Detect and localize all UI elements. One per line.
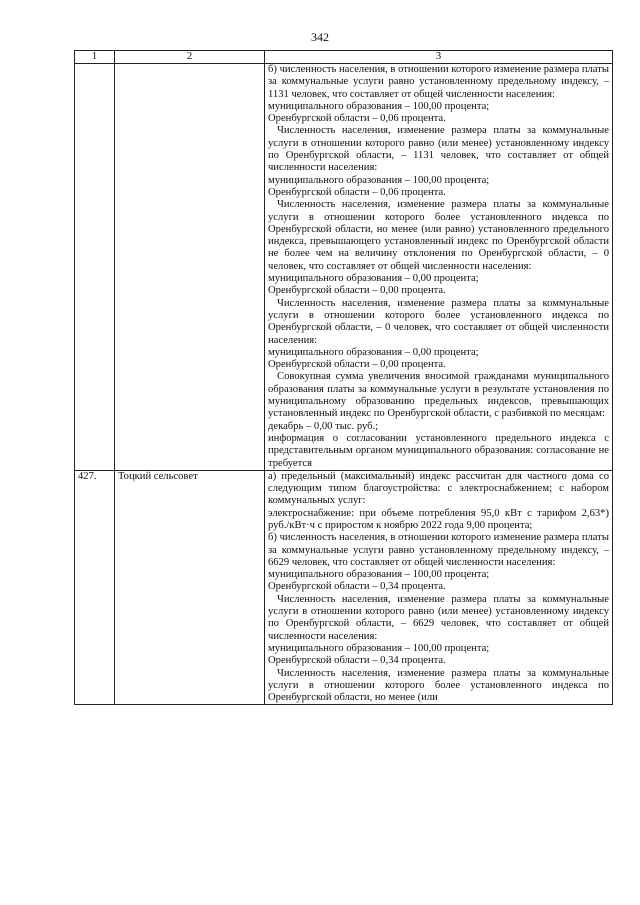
paragraph: Совокупная сумма увеличения вносимой гражданами муниципального образования платы за коммунальные услуги в результате установления по муниципальному образованию предельных индексов, превышающих установленный индекс по Оренбургской области, с разбивкой по месяцам: bbox=[268, 371, 609, 420]
paragraph: Оренбургской области – 0,00 процента. bbox=[268, 285, 446, 297]
paragraph: Численность населения, изменение размера платы за коммунальные услуги в отношении которого равно (или менее) установленному индексу по Оренбургской области, – 6629 человек, что составляет от общей численности населения: bbox=[268, 593, 609, 642]
paragraph: муниципального образования – 0,00 процента; bbox=[268, 273, 479, 285]
paragraph: б) численность населения, в отношении которого изменение размера платы за коммунальные услуги равно установленному предельному индексу, – 1131 человек, что составляет от общей численности населения: bbox=[268, 64, 609, 100]
paragraph: Численность населения, изменение размера платы за коммунальные услуги в отношении которого более установленного индекса по Оренбургской области, но менее (или bbox=[268, 667, 609, 704]
paragraph: муниципального образования – 100,00 процента; bbox=[268, 569, 490, 581]
paragraph: Численность населения, изменение размера платы за коммунальные услуги в отношении которого равно (или менее) установленному индексу по Оренбургской области, – 1131 человек, что составляет от общей численности населения: bbox=[268, 125, 609, 174]
row-number: 427. bbox=[75, 470, 115, 705]
municipality-name bbox=[115, 64, 265, 471]
municipality-name: Тоцкий сельсовет bbox=[115, 470, 265, 705]
table-row-427 bbox=[75, 470, 613, 705]
paragraph: муниципального образования – 0,00 процента; bbox=[268, 346, 479, 358]
row-description bbox=[265, 470, 613, 705]
paragraph: Численность населения, изменение размера платы за коммунальные услуги в отношении которого более установленного индекса по Оренбургской области, – 0 человек, что составляет от общей численности населения: bbox=[268, 297, 609, 346]
column-header-2: 2 bbox=[115, 51, 265, 64]
row-description bbox=[265, 64, 613, 471]
column-header-1: 1 bbox=[75, 51, 115, 64]
row-number bbox=[75, 64, 115, 471]
paragraph: электроснабжение: при объеме потребления 95,0 кВт с тарифом 2,63*) руб./кВт·ч с приростом к ноябрю 2022 года 9,00 процента; bbox=[268, 507, 609, 531]
paragraph: информация о согласовании установленного предельного индекса с представительным органом муниципального образования: согласование не требуется bbox=[268, 432, 609, 469]
page-number: 342 bbox=[311, 30, 329, 44]
paragraph: муниципального образования – 100,00 процента; bbox=[268, 100, 490, 112]
paragraph: Оренбургской области – 0,06 процента. bbox=[268, 113, 446, 125]
paragraph: а) предельный (максимальный) индекс рассчитан для частного дома со следующим типом благоустройства: с электроснабжением; с набором коммунальных услуг: bbox=[268, 470, 609, 507]
table-row-continued bbox=[75, 64, 613, 471]
paragraph: б) численность населения, в отношении которого изменение размера платы за коммунальные услуги равно установленному предельному индексу, – 6629 человек, что составляет от общей численности населения: bbox=[268, 532, 609, 568]
paragraph: муниципального образования – 100,00 процента; bbox=[268, 642, 490, 654]
paragraph: декабрь – 0,00 тыс. руб.; bbox=[268, 420, 379, 432]
paragraph: Оренбургской области – 0,34 процента. bbox=[268, 655, 446, 667]
table-header-row bbox=[75, 51, 613, 64]
document-table bbox=[74, 50, 613, 705]
paragraph: Оренбургской области – 0,06 процента. bbox=[268, 186, 446, 198]
paragraph: муниципального образования – 100,00 процента; bbox=[268, 174, 490, 186]
paragraph: Оренбургской области – 0,34 процента. bbox=[268, 581, 446, 593]
paragraph: Численность населения, изменение размера платы за коммунальные услуги в отношении которого более установленного индекса по Оренбургской области, но менее (или равно) установленного предельного индекса, превышающего установленный индекс по Оренбургской области не более чем на величину отклонения по Оренбургской области, – 0 человек, что составляет от общей численности населения: bbox=[268, 199, 609, 272]
paragraph: Оренбургской области – 0,00 процента. bbox=[268, 359, 446, 371]
column-header-3: 3 bbox=[265, 51, 613, 64]
